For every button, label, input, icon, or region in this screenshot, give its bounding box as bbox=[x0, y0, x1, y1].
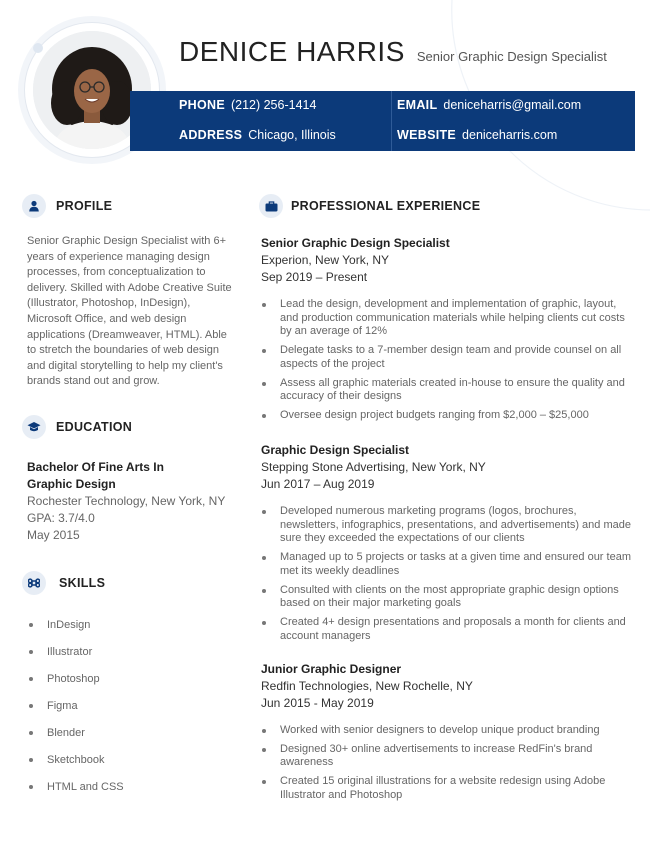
list-item bbox=[27, 692, 227, 719]
candidate-title: Senior Graphic Design Specialist bbox=[416, 49, 607, 64]
contact-bar bbox=[130, 91, 635, 151]
bullet-text: Created 4+ design presentations and proposals a month for clients and account managers bbox=[280, 616, 626, 642]
job-company: Experion, New York, NY bbox=[261, 253, 390, 267]
bullet-text: Worked with senior designers to develop unique product branding bbox=[280, 724, 600, 736]
bullet-text: Developed numerous marketing programs (logos, brochures, newsletters, infographics, presentations, and advertisements) and made sure they exceeded the expectations of our clients bbox=[280, 505, 631, 545]
bullet-text: Designed 30+ online advertisements to increase RedFin's brand awareness bbox=[280, 742, 593, 769]
list-item bbox=[27, 638, 227, 665]
person-icon bbox=[22, 194, 46, 218]
job-bullets bbox=[261, 724, 631, 803]
briefcase-icon bbox=[259, 194, 283, 218]
profile-title: PROFILE bbox=[56, 199, 113, 213]
degree-line-1: Bachelor Of Fine Arts In bbox=[27, 460, 164, 474]
experience-heading bbox=[259, 194, 480, 218]
list-item bbox=[27, 719, 227, 746]
skill-label: HTML and CSS bbox=[47, 780, 124, 793]
job-role: Senior Graphic Design Specialist bbox=[261, 236, 450, 250]
list-item bbox=[261, 298, 631, 339]
skills-heading bbox=[22, 571, 105, 595]
bullet-text: Managed up to 5 projects or tasks at a given time and ensured our team met its weekly deadlines bbox=[280, 551, 631, 577]
email-link[interactable]: deniceharris@gmail.com bbox=[443, 98, 582, 112]
list-item bbox=[261, 775, 631, 802]
bullet-text: Oversee design project budgets ranging from $2,000 – $25,000 bbox=[280, 409, 589, 422]
job-company: Stepping Stone Advertising, New York, NY bbox=[261, 460, 486, 474]
command-icon bbox=[22, 571, 46, 595]
profile-summary: Senior Graphic Design Specialist with 6+ years of experience managing design processes, from conceptualization to delivery. Skilled with Adobe Creative Suite (Illustrator, Photoshop, InDesign), Microsoft Office, and web design applications (Dreamweaver, HTML). Able to stretch the boundaries of web design and digital storytelling to help my client's brands stand out and grow. bbox=[27, 235, 232, 388]
contact-divider bbox=[391, 91, 392, 151]
name-line bbox=[179, 36, 607, 70]
address-label: ADDRESS bbox=[179, 128, 243, 142]
skill-label: Figma bbox=[47, 699, 78, 712]
skill-label: Blender bbox=[47, 726, 85, 739]
skill-label: InDesign bbox=[47, 618, 91, 631]
bullet-text: Lead the design, development and implementation of graphic, layout, and production communication materials while helping clients cut costs by an average of 12% bbox=[280, 298, 625, 338]
address-field bbox=[179, 128, 336, 142]
job-company: Redfin Technologies, New Rochelle, NY bbox=[261, 679, 473, 693]
list-item bbox=[261, 409, 631, 423]
job-bullets bbox=[261, 505, 631, 643]
website-link[interactable]: deniceharris.com bbox=[462, 128, 558, 142]
graduation-date: May 2015 bbox=[27, 528, 80, 542]
experience-title: PROFESSIONAL EXPERIENCE bbox=[291, 199, 481, 213]
email-label: EMAIL bbox=[397, 98, 438, 112]
website-label: WEBSITE bbox=[397, 128, 457, 142]
list-item bbox=[261, 743, 631, 770]
website-field bbox=[397, 128, 557, 142]
list-item bbox=[261, 551, 631, 578]
list-item bbox=[261, 377, 631, 404]
gpa: GPA: 3.7/4.0 bbox=[27, 511, 95, 525]
bullet-text: Consulted with clients on the most appropriate graphic design options based on their major marketing goals bbox=[280, 583, 619, 610]
list-item bbox=[261, 584, 631, 611]
email-field bbox=[397, 98, 581, 112]
job-role: Junior Graphic Designer bbox=[261, 662, 402, 676]
job-entry bbox=[261, 661, 631, 808]
bullet-text: Assess all graphic materials created in-house to ensure the quality and accuracy of their designs bbox=[280, 376, 625, 403]
skills-title: SKILLS bbox=[59, 576, 106, 590]
skills-list bbox=[27, 611, 227, 800]
school: Rochester Technology, New York, NY bbox=[27, 494, 226, 508]
list-item bbox=[261, 724, 631, 738]
job-bullets bbox=[261, 298, 631, 423]
list-item bbox=[27, 611, 227, 638]
list-item bbox=[27, 665, 227, 692]
list-item bbox=[261, 344, 631, 371]
list-item bbox=[261, 616, 631, 643]
job-entry bbox=[261, 442, 631, 649]
profile-heading bbox=[22, 194, 112, 218]
candidate-name: DENICE HARRIS bbox=[179, 36, 405, 67]
list-item bbox=[27, 746, 227, 773]
education-title: EDUCATION bbox=[56, 420, 133, 434]
list-item bbox=[27, 773, 227, 800]
phone-value: (212) 256-1414 bbox=[230, 98, 317, 112]
graduation-cap-icon bbox=[22, 415, 46, 439]
bullet-text: Delegate tasks to a 7-member design team and provide counsel on all aspects of the project bbox=[280, 344, 622, 370]
job-dates: Sep 2019 – Present bbox=[261, 270, 368, 284]
address-value: Chicago, Illinois bbox=[248, 128, 336, 142]
phone-field bbox=[179, 98, 316, 112]
phone-label: PHONE bbox=[179, 98, 225, 112]
skill-label: Photoshop bbox=[47, 672, 100, 685]
skill-label: Illustrator bbox=[47, 645, 93, 658]
list-item bbox=[261, 505, 631, 546]
skill-label: Sketchbook bbox=[47, 753, 105, 766]
education-entry bbox=[27, 459, 237, 544]
decorative-dot bbox=[33, 43, 43, 53]
job-entry bbox=[261, 235, 631, 428]
job-dates: Jun 2015 - May 2019 bbox=[261, 696, 374, 710]
job-role: Graphic Design Specialist bbox=[261, 443, 410, 457]
job-dates: Jun 2017 – Aug 2019 bbox=[261, 477, 375, 491]
bullet-text: Created 15 original illustrations for a website redesign using Adobe Illustrator and Photoshop bbox=[280, 775, 606, 801]
education-heading bbox=[22, 415, 132, 439]
degree-line-2: Graphic Design bbox=[27, 477, 116, 491]
